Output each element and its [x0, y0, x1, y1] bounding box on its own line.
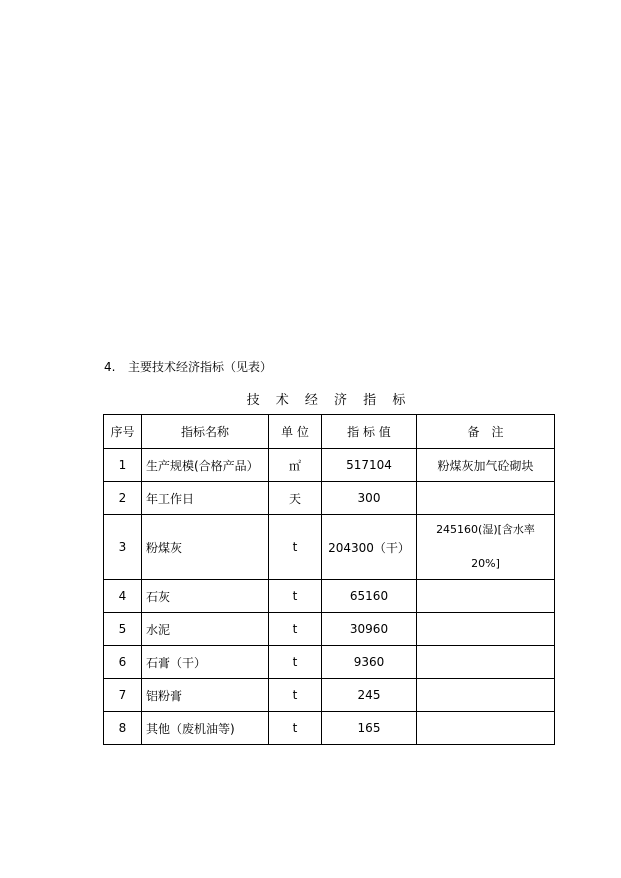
- table-row: [104, 482, 555, 515]
- section-number: 4.: [104, 360, 116, 374]
- cell-name: 年工作日: [142, 482, 269, 515]
- table-caption: 技 术 经 济 指 标: [246, 393, 412, 408]
- table-row: [104, 712, 555, 745]
- cell-name: 生产规模(合格产品）: [142, 449, 269, 482]
- cell-name: 水泥: [142, 613, 269, 646]
- cell-remark: [417, 646, 555, 679]
- cell-name: 其他（废机油等): [142, 712, 269, 745]
- header-unit: 单 位: [269, 415, 322, 449]
- cell-value: 30960: [322, 613, 417, 646]
- header-value: 指 标 值: [322, 415, 417, 449]
- indicators-table: [103, 414, 555, 745]
- cell-no: 8: [104, 712, 142, 745]
- table-row: [104, 613, 555, 646]
- cell-value: 300: [322, 482, 417, 515]
- cell-unit: 天: [269, 482, 322, 515]
- remark-line-2: 20%]: [471, 557, 500, 570]
- cell-value: 245: [322, 679, 417, 712]
- cell-value: 204300（干）: [322, 515, 417, 580]
- cell-remark: [417, 613, 555, 646]
- cell-no: 1: [104, 449, 142, 482]
- table-row: [104, 515, 555, 580]
- cell-no: 2: [104, 482, 142, 515]
- cell-remark: [417, 515, 555, 580]
- cell-name: 粉煤灰: [142, 515, 269, 580]
- cell-unit: t: [269, 613, 322, 646]
- remark-line-1: 245160(湿)[含水率: [436, 523, 535, 536]
- header-no: 序号: [104, 415, 142, 449]
- cell-no: 6: [104, 646, 142, 679]
- cell-unit: ㎡: [269, 449, 322, 482]
- cell-unit: t: [269, 515, 322, 580]
- cell-value: 517104: [322, 449, 417, 482]
- table-row: [104, 646, 555, 679]
- cell-remark: [417, 580, 555, 613]
- cell-unit: t: [269, 679, 322, 712]
- cell-name: 铝粉膏: [142, 679, 269, 712]
- cell-unit: t: [269, 580, 322, 613]
- cell-name: 石灰: [142, 580, 269, 613]
- table-row: [104, 449, 555, 482]
- cell-no: 3: [104, 515, 142, 580]
- cell-no: 4: [104, 580, 142, 613]
- cell-name: 石膏（干）: [142, 646, 269, 679]
- header-remark: 备 注: [417, 415, 555, 449]
- cell-no: 7: [104, 679, 142, 712]
- cell-remark: [417, 712, 555, 745]
- header-name: 指标名称: [142, 415, 269, 449]
- cell-remark: [417, 482, 555, 515]
- cell-value: 65160: [322, 580, 417, 613]
- cell-remark: [417, 679, 555, 712]
- cell-value: 165: [322, 712, 417, 745]
- section-title: 主要技术经济指标（见表）: [128, 360, 273, 374]
- cell-unit: t: [269, 646, 322, 679]
- table-header-row: [104, 415, 555, 449]
- table-row: [104, 679, 555, 712]
- cell-unit: t: [269, 712, 322, 745]
- cell-value: 9360: [322, 646, 417, 679]
- cell-remark: 粉煤灰加气砼砌块: [417, 449, 555, 482]
- section-heading: [104, 358, 272, 375]
- cell-no: 5: [104, 613, 142, 646]
- table-row: [104, 580, 555, 613]
